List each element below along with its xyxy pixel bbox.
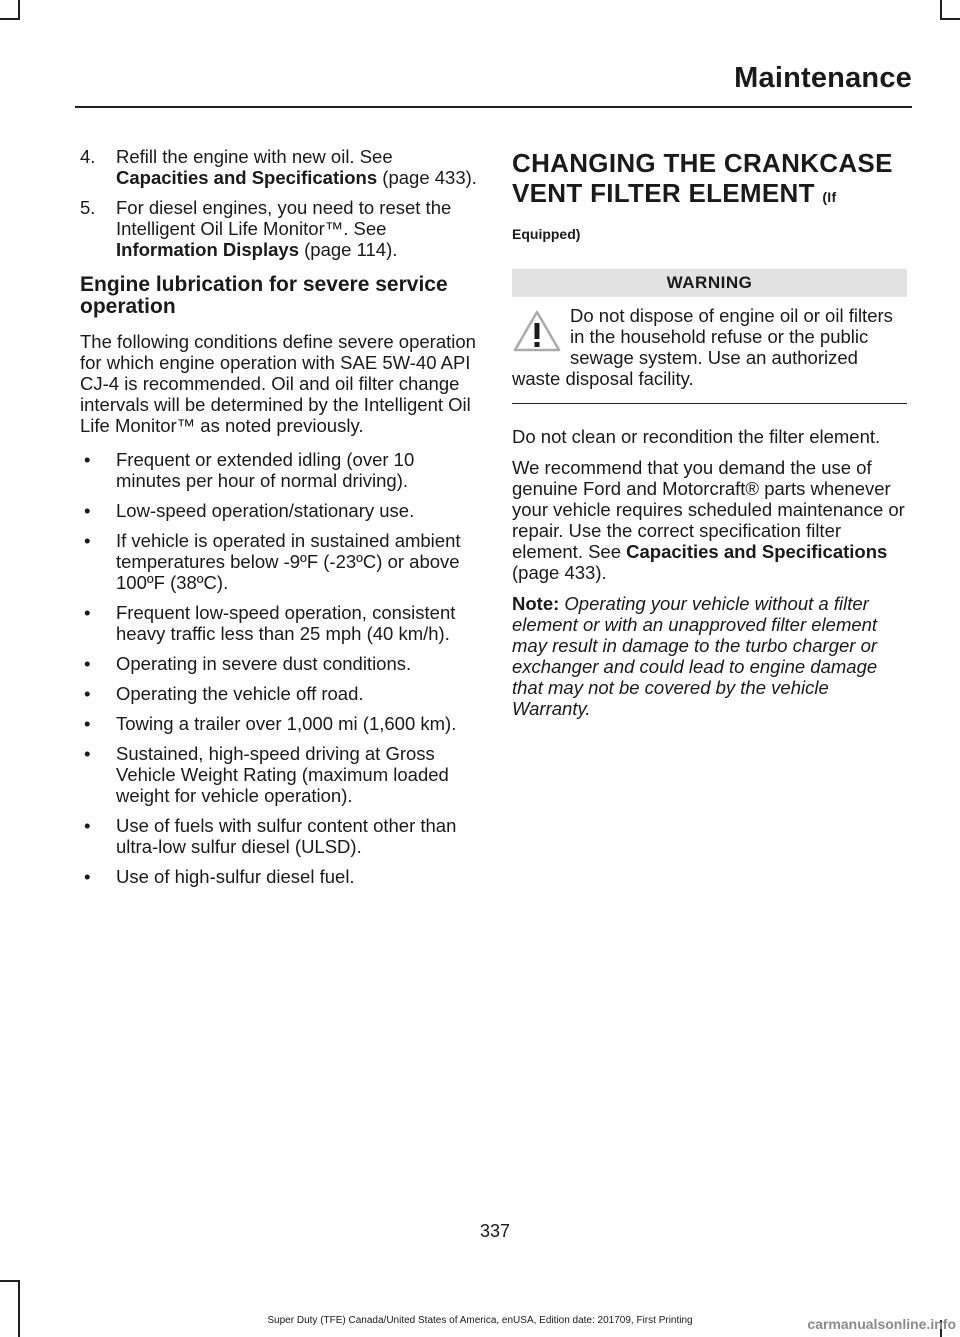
- page-reference: (page 433).: [512, 562, 607, 583]
- step-number: 5.: [80, 197, 96, 218]
- note-label: Note:: [512, 593, 560, 614]
- bullet-icon: •: [84, 866, 91, 887]
- page-reference: (page 433).: [377, 167, 477, 188]
- bullet-icon: •: [84, 500, 91, 521]
- header-rule: [75, 106, 912, 108]
- warning-body: [512, 305, 907, 389]
- paragraph: Do not clean or recondition the filter element.: [512, 426, 881, 447]
- paragraph: We recommend that you demand the use of genuine Ford and Motorcraft® parts whenever your vehicle requires scheduled maintenance or repair. Use the correct specification filter element. See Capacities and Specifications (page 433).: [512, 457, 905, 583]
- heading-suffix-continued: Equipped): [512, 226, 581, 242]
- list-item: • Operating in severe dust conditions.: [84, 653, 412, 674]
- step-text: For diesel engines, you need to reset the Intelligent Oil Life Monitor™. See: [116, 197, 452, 239]
- list-item: • Frequent low-speed operation, consistent heavy traffic less than 25 mph (40 km/h).: [84, 602, 456, 644]
- list-item: • Use of high-sulfur diesel fuel.: [84, 866, 355, 887]
- heading-suffix: (If: [822, 189, 837, 205]
- intro-paragraph: The following conditions define severe operation for which engine operation with SAE 5W-40 API CJ-4 is recommended. Oil and oil filter change intervals will be determined by the Intelligent Oil Life Monitor™ as noted previously.: [80, 331, 476, 436]
- bullet-icon: •: [84, 683, 91, 704]
- warning-box: [512, 269, 907, 404]
- note-paragraph: [512, 593, 907, 719]
- list-item: • Sustained, high-speed driving at Gross Vehicle Weight Rating (maximum loaded weight for vehicle operation).: [84, 743, 449, 806]
- crop-mark: [940, 0, 942, 18]
- list-item: • If vehicle is operated in sustained ambient temperatures below -9ºF (-23ºC) or above 100ºF (38ºC).: [84, 530, 461, 593]
- warning-text: Do not dispose of engine oil or oil filters in the household refuse or the public sewage system. Use an authorized waste disposal facility.: [512, 305, 893, 389]
- list-item: • Operating the vehicle off road.: [84, 683, 364, 704]
- page-title: Maintenance: [734, 62, 912, 94]
- conditions-list: [80, 449, 480, 887]
- right-column: [512, 146, 907, 729]
- step-text: Refill the engine with new oil. See: [116, 146, 393, 167]
- list-item: • Low-speed operation/stationary use.: [84, 500, 415, 521]
- step-number: 4.: [80, 146, 96, 167]
- cross-reference-link[interactable]: Capacities and Specifications: [626, 541, 888, 562]
- chapter-heading: CHANGING THE CRANKCASE VENT FILTER ELEMENT (If: [512, 148, 893, 208]
- cross-reference-link[interactable]: Capacities and Specifications: [116, 167, 378, 188]
- bullet-icon: •: [84, 743, 91, 764]
- step-item: [80, 197, 480, 260]
- bullet-icon: •: [84, 602, 91, 623]
- crop-mark: [18, 1280, 20, 1337]
- page-number: 337: [479, 1221, 511, 1241]
- bullet-icon: •: [84, 449, 91, 470]
- note-text: Operating your vehicle without a filter element or with an unapproved filter element may result in damage to the turbo charger or exchanger and could lead to engine damage that may not be covered by the vehicle Warranty.: [512, 593, 878, 719]
- section-heading: Engine lubrication for severe service operation: [80, 273, 448, 318]
- crop-mark: [0, 1280, 20, 1282]
- cross-reference-link[interactable]: Information Displays: [116, 239, 299, 260]
- footer-text: Super Duty (TFE) Canada/United States of America, enUSA, Edition date: 201709, First Printing: [267, 1315, 693, 1326]
- page-reference: (page 114).: [298, 239, 398, 260]
- step-item: [80, 146, 480, 188]
- crop-mark: [0, 18, 20, 20]
- list-item: • Towing a trailer over 1,000 mi (1,600 km).: [84, 713, 457, 734]
- watermark: carmanualsonline.info: [807, 1316, 956, 1332]
- bullet-icon: •: [84, 815, 91, 836]
- crop-mark: [18, 0, 20, 18]
- bullet-icon: •: [84, 653, 91, 674]
- warning-rule: [512, 403, 907, 404]
- list-item: • Use of fuels with sulfur content other than ultra-low sulfur diesel (ULSD).: [84, 815, 457, 857]
- warning-label: WARNING: [512, 269, 907, 297]
- warning-triangle-icon: [512, 309, 562, 353]
- bullet-icon: •: [84, 530, 91, 551]
- list-item: • Frequent or extended idling (over 10 minutes per hour of normal driving).: [84, 449, 415, 491]
- left-column: [80, 146, 480, 896]
- crop-mark: [940, 18, 960, 20]
- bullet-icon: •: [84, 713, 91, 734]
